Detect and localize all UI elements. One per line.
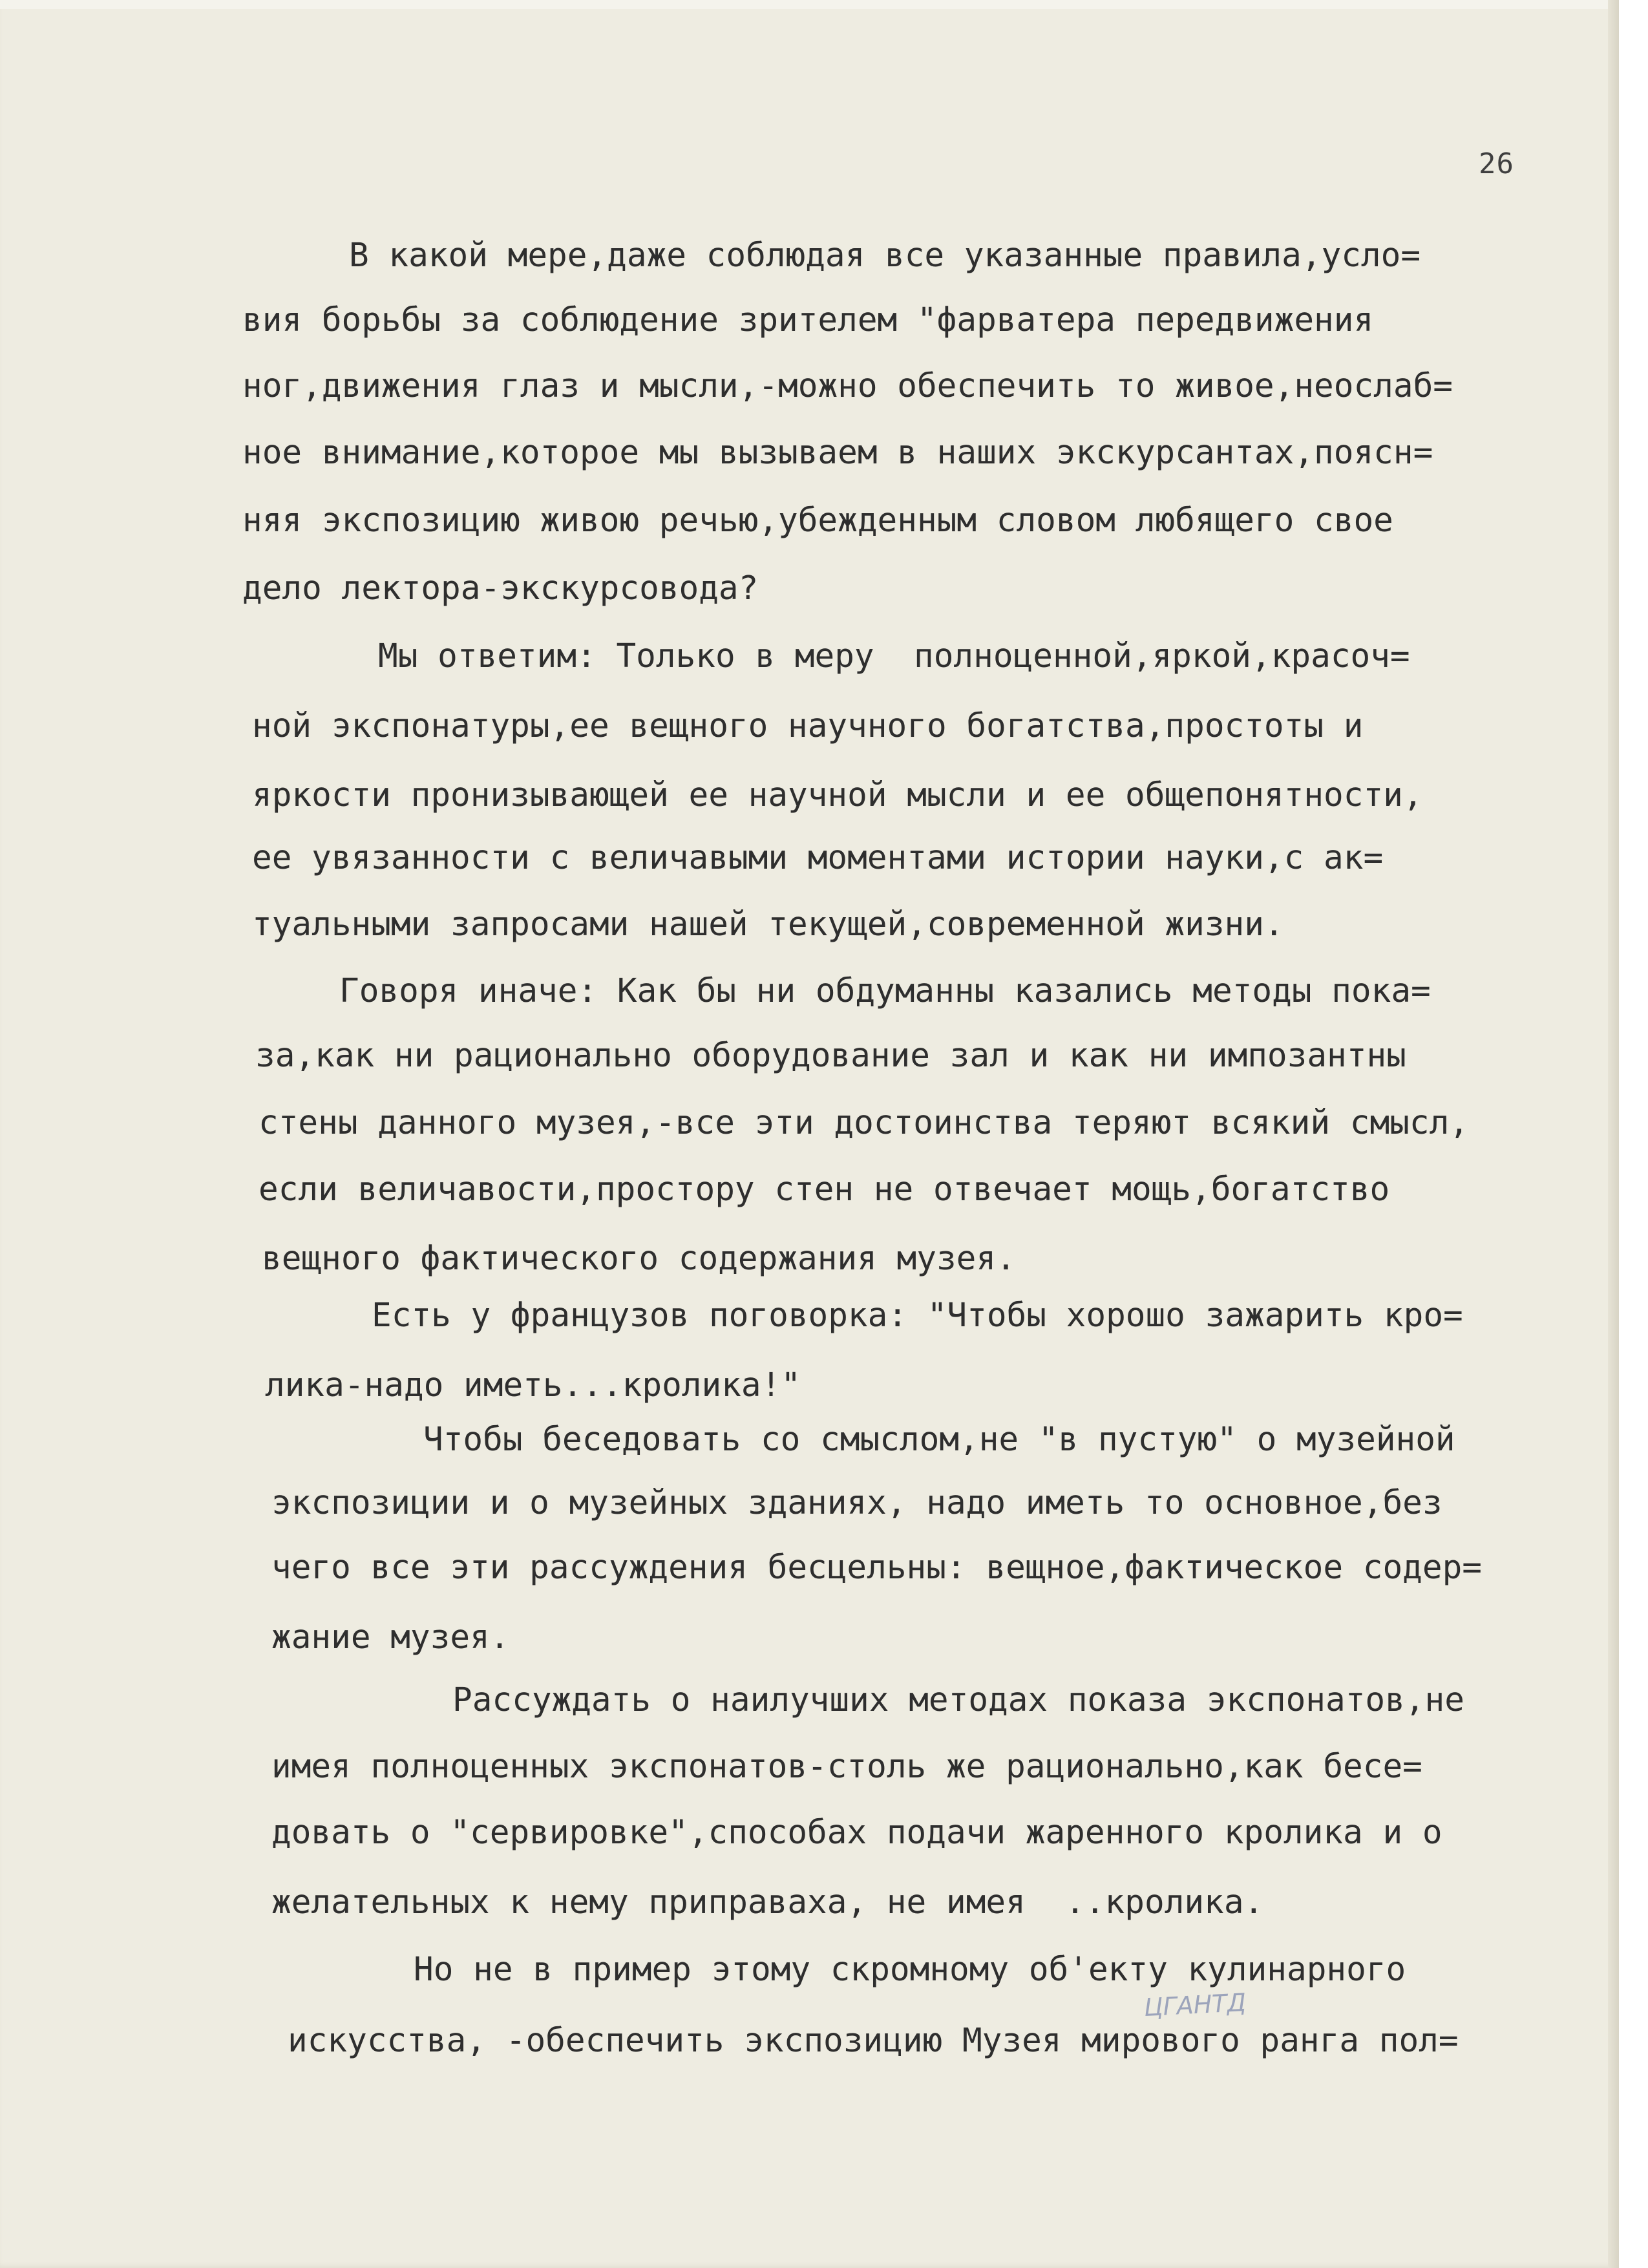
text-line-9: яркости пронизывающей ее научной мысли и ее общепонятности,	[252, 776, 1423, 814]
text-line-18: лика-надо иметь...кролика!"	[265, 1366, 801, 1404]
sheet-right-edge	[1608, 0, 1619, 2268]
sheet-top-edge	[0, 0, 1619, 9]
text-line-12: Говоря иначе: Как бы ни обдуманны казались методы пока=	[339, 972, 1431, 1010]
text-line-3: ног,движения глаз и мысли,-можно обеспечить то живое,неослаб=	[242, 367, 1453, 405]
text-line-16: вещного фактического содержания музея.	[262, 1240, 1016, 1278]
text-line-28: искусства, -обеспечить экспозицию Музея мирового ранга пол=	[288, 2022, 1459, 2060]
text-line-13: за,как ни рационально оборудование зал и как ни импозантны	[255, 1037, 1406, 1075]
text-line-10: ее увязанности с величавыми моментами истории науки,с ак=	[252, 839, 1384, 877]
text-line-20: экспозиции и о музейных зданиях, надо иметь то основное,без	[271, 1484, 1442, 1522]
text-line-1: В какой мере,даже соблюдая все указанные правила,усло=	[349, 237, 1421, 275]
text-line-4: ное внимание,которое мы вызываем в наших экскурсантах,поясн=	[242, 434, 1433, 472]
text-line-21: чего все эти рассуждения бесцельны: вещное,фактическое содер=	[271, 1549, 1482, 1587]
text-line-26: желательных к нему приправаха, не имея ..кролика.	[271, 1883, 1264, 1922]
text-line-23: Рассуждать о наилучших методах показа экспонатов,не	[452, 1681, 1464, 1719]
text-line-7: Мы ответим: Только в меру полноценной,яркой,красоч=	[378, 637, 1410, 675]
text-line-8: ной экспонатуры,ее вещного научного богатства,простоты и	[252, 707, 1364, 745]
page-number: 26	[1479, 147, 1514, 180]
text-line-6: дело лектора-экскурсовода?	[242, 569, 759, 608]
text-line-19: Чтобы беседовать со смыслом,не "в пустую" о музейной	[423, 1421, 1455, 1459]
text-line-5: няя экспозицию живою речью,убежденным словом любящего свое	[242, 502, 1393, 540]
text-line-2: вия борьбы за соблюдение зрителем "фарватера передвижения	[242, 301, 1374, 339]
text-line-15: если величавости,простору стен не отвечает мощь,богатство	[259, 1171, 1390, 1209]
text-line-25: довать о "сервировке",способах подачи жаренного кролика и о	[271, 1814, 1442, 1852]
text-line-22: жание музея.	[271, 1618, 510, 1657]
archive-stamp: ЦГАНТД	[1143, 1987, 1247, 2022]
text-line-24: имея полноценных экспонатов-столь же рационально,как бесе=	[271, 1748, 1422, 1786]
text-line-11: туальными запросами нашей текущей,современной жизни.	[252, 906, 1284, 944]
text-line-27: Но не в пример этому скромному об'екту кулинарного	[414, 1951, 1406, 1989]
text-line-14: стены данного музея,-все эти достоинства теряют всякий смысл,	[259, 1104, 1469, 1142]
text-line-17: Есть у французов поговорка: "Чтобы хорошо зажарить кро=	[372, 1297, 1463, 1335]
